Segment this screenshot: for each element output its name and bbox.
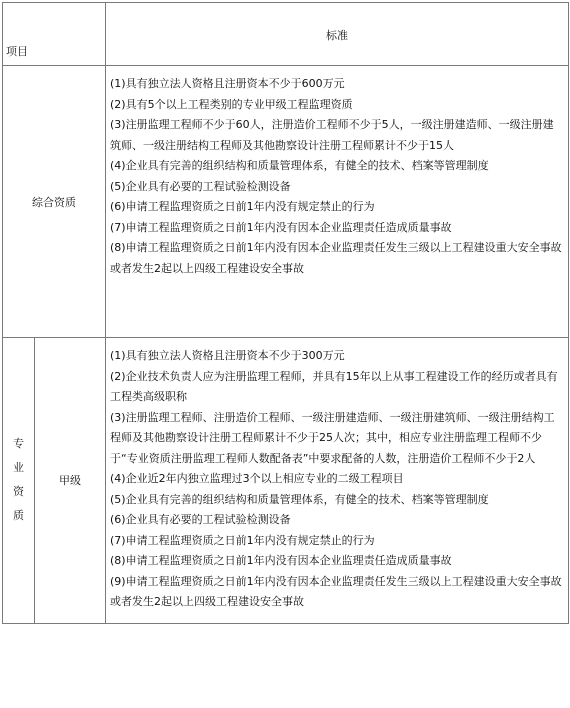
professional-label <box>3 338 35 624</box>
comprehensive-label: 综合资质 <box>3 66 106 338</box>
list-item: (6)申请工程监理资质之日前1年内没有规定禁止的行为 <box>110 200 375 213</box>
list-item: (5)企业具有完善的组织结构和质量管理体系，有健全的技术、档案等管理制度 <box>110 492 489 506</box>
list-item: (7)申请工程监理资质之日前1年内没有规定禁止的行为 <box>110 533 375 547</box>
list-item: (4)企业具有完善的组织结构和质量管理体系，有健全的技术、档案等管理制度 <box>110 159 489 172</box>
grade-label: 甲级 <box>35 338 106 624</box>
list-item: (1)具有独立法人资格且注册资本不少于600万元 <box>110 77 345 90</box>
professional-standards <box>106 338 569 624</box>
header-item-cell: 项目 <box>3 3 106 66</box>
list-item: (1)具有独立法人资格且注册资本不少于300万元 <box>110 349 345 362</box>
professional-label-char: 专 <box>13 437 24 451</box>
professional-label-char: 质 <box>13 509 24 523</box>
list-item: (9)申请工程监理资质之日前1年内没有因本企业监理责任发生三级以上工程建设重大安全事故或者发生2起以上四级工程建设安全事故 <box>110 574 562 608</box>
list-item: (7)申请工程监理资质之日前1年内没有因本企业监理责任造成质量事故 <box>110 220 452 234</box>
header-row <box>3 3 569 66</box>
list-item: (3)注册监理工程师、注册造价工程师、一级注册建造师、一级注册建筑师、一级注册结构工程师及其他勘察设计注册工程师累计不少于25人次；其中，相应专业注册监理工程师不少于“专业资质注册监理工程师人数配备表”中要求配备的人数，注册造价工程师不少于2人 <box>110 410 555 465</box>
list-item: (2)具有5个以上工程类别的专业甲级工程监理资质 <box>110 97 353 111</box>
list-item: (5)企业具有必要的工程试验检测设备 <box>110 179 291 193</box>
professional-row <box>3 338 569 624</box>
list-item: (2)企业技术负责人应为注册监理工程师，并具有15年以上从事工程建设工作的经历或者具有工程类高级职称 <box>110 369 558 403</box>
list-item: (6)企业具有必要的工程试验检测设备 <box>110 513 291 526</box>
qualification-table <box>2 2 569 624</box>
list-item: (8)申请工程监理资质之日前1年内没有因本企业监理责任发生三级以上工程建设重大安全事故或者发生2起以上四级工程建设安全事故 <box>110 241 562 275</box>
list-item: (3)注册监理工程师不少于60人，注册造价工程师不少于5人，一级注册建造师、一级注册建筑师、一级注册结构工程师及其他勘察设计注册工程师累计不少于15人 <box>110 118 554 152</box>
professional-label-char: 资 <box>13 485 24 499</box>
comprehensive-standards <box>106 66 569 338</box>
professional-label-char: 业 <box>13 461 24 475</box>
header-standard-cell: 标准 <box>106 3 569 66</box>
comprehensive-row <box>3 66 569 338</box>
list-item: (4)企业近2年内独立监理过3个以上相应专业的二级工程项目 <box>110 472 404 485</box>
comprehensive-standards-list <box>106 74 568 279</box>
professional-standards-list <box>106 346 568 613</box>
list-item: (8)申请工程监理资质之日前1年内没有因本企业监理责任造成质量事故 <box>110 554 452 567</box>
